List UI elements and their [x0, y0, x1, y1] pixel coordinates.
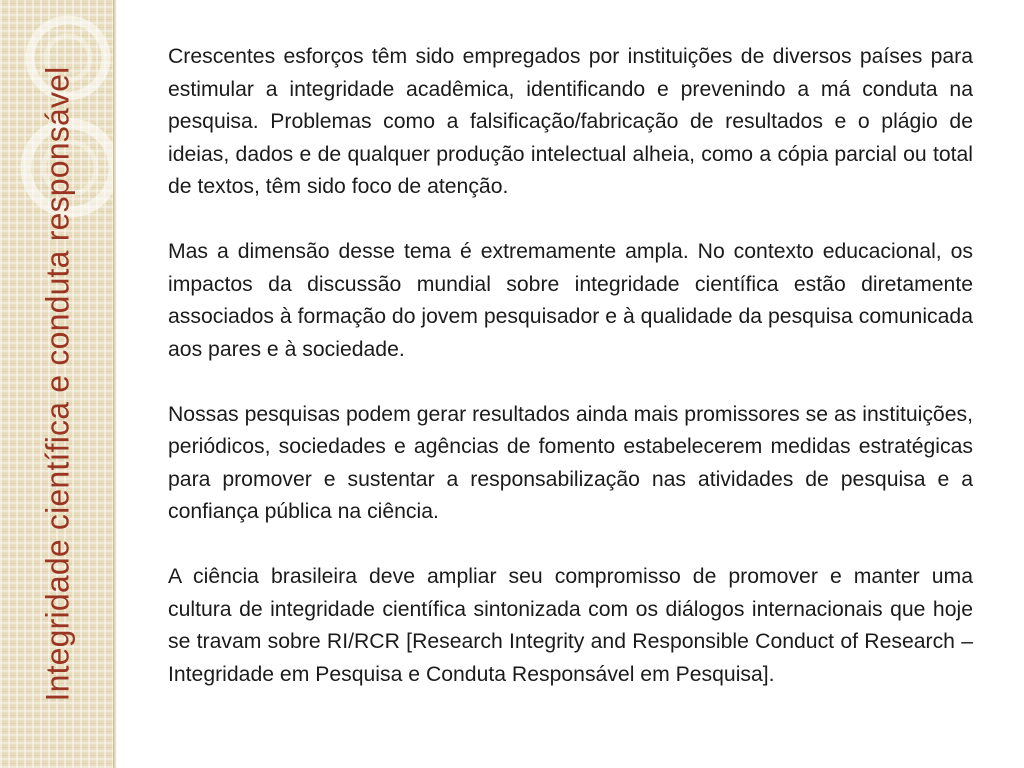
sidebar-divider: [113, 0, 116, 768]
paragraph-4: A ciência brasileira deve ampliar seu compromisso de promover e manter uma cultura de integridade científica sintonizada com os diálogos internacionais que hoje se travam sobre RI/RCR [Research Integrity and Responsible Conduct of Research – Integridade em Pesquisa e Conduta Responsável em Pesquisa].: [168, 565, 973, 686]
slide-body: [168, 41, 973, 691]
paragraph-1: Crescentes esforços têm sido empregados por instituições de diversos países para estimular a integridade acadêmica, identificando e prevenindo a má conduta na pesquisa. Problemas como a falsificação/fabricação de resultados e o plágio de ideias, dados e de qualquer produção intelectual alheia, como a cópia parcial ou total de textos, têm sido foco de atenção.: [168, 45, 973, 198]
paragraph-3: Nossas pesquisas podem gerar resultados ainda mais promissores se as instituições, periódicos, sociedades e agências de fomento estabelecerem medidas estratégicas para promover e sustentar a responsabilização nas atividades de pesquisa e a confiança pública na ciência.: [168, 402, 973, 523]
paragraph-2: Mas a dimensão desse tema é extremamente ampla. No contexto educacional, os impactos da discussão mundial sobre integridade científica estão diretamente associados à formação do jovem pesquisador e à qualidade da pesquisa comunicada aos pares e à sociedade.: [168, 240, 973, 361]
slide-title: Integridade científica e conduta responsável: [39, 66, 76, 702]
